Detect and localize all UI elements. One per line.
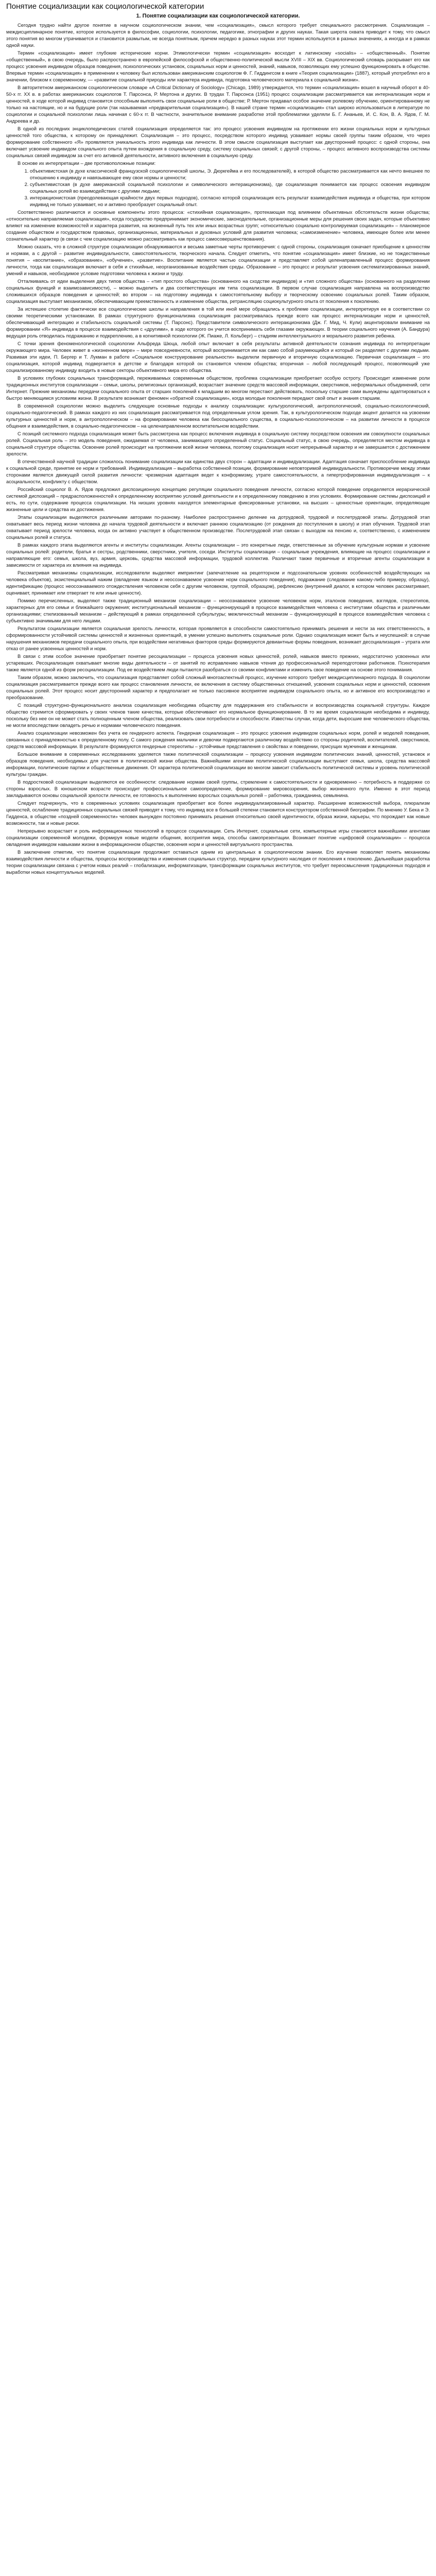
- paragraph: Можно сказать, что в сложной структуре социализации обнаруживаются и весьма заметные черты противоречия: с одной стороны, социализация означает приобщение к ценностям и нормам, а с другой – развитие индивидуальности, самостоятельности, творческого начала. Следует отметить, что понятие «социализация» имеет близкие, но не тождественные понятия – «воспитание», «образование», «обучение», «развитие». Воспитание является частью социализации и представляет собой целенаправленный процесс формирования личности, тогда как социализация включает в себя и стихийные, неорганизованные воздействия среды. Образование – это процесс и результат усвоения систематизированных знаний, умений и навыков, необходимое условие подготовки человека к жизни и труду.: [6, 244, 430, 276]
- paragraph: Помимо перечисленных, выделяют также традиционный механизм социализации – неосознаваемое усвоение человеком норм, эталонов поведения, взглядов, стереотипов, характерных для его семьи и ближайшего окружения; институциональный механизм – функционирующий в процессе взаимодействия человека с институтами общества и различными организациями; стилизованный механизм – действующий в рамках определенной субкультуры; межличностный механизм – функционирующий в процессе взаимодействия человека с субъективно значимыми для него лицами.: [6, 598, 430, 623]
- paragraph: В подростковой социализации выделяются ее особенности: следование нормам своей группы, стремление к самостоятельности и одновременно – потребность в поддержке со стороны взрослых. В юношеском возрасте происходит профессиональное самоопределение, формирование мировоззрения, выбор жизненного пути. Именно в этот период закладываются основы социальной зрелости личности, ее готовность к выполнению взрослых социальных ролей – работника, гражданина, семьянина.: [6, 779, 430, 798]
- paragraph: Этапы социализации выделяются различными авторами по-разному. Наиболее распространено деление на дотрудовой, трудовой и послетрудовой этапы. Дотрудовой этап охватывает весь период жизни человека до начала трудовой деятельности и включает раннюю социализацию (от рождения до поступления в школу) и этап обучения. Трудовой этап охватывает период зрелости человека, когда он активно участвует в общественном производстве. Послетрудовой этап связан с выходом на пенсию и, соответственно, с изменением социальных ролей и статуса.: [6, 514, 430, 540]
- paragraph: Термин «социализация» имеет глубокие исторические корни. Этимологически термин «социализация» восходит к латинскому «socialis» – «общественный». Понятие «общественный», в свою очередь, было распространено в европейской философской и общественно-политической мысли XVIII – XIX вв. Социологический словарь раскрывает его как процесс усвоения индивидом образцов поведения, психологических установок, социальных норм и ценностей, знаний, навыков, позволяющих ему успешно функционировать в обществе. Впервые термин «социализация» в применении к человеку был использован американским социологом Ф. Г. Гиддингсом в книге «Теория социализации» (1887), который употреблял его в значении, близком к современному, — «развитие социальной природы или характера индивида, подготовка человеческого материала к социальной жизни».: [6, 50, 430, 82]
- paragraph: За истекшее столетие фактически все социологические школы и направления в той или иной мере обращались к проблеме социализации, интерпретируя ее в соответствии со своими теоретическими установками. В рамках структурного функционализма социализация рассматривалась прежде всего как процесс интернализации норм и ценностей, обеспечивающий интеграцию и стабильность социальной системы (Т. Парсонс). Представители символического интеракционизма (Дж. Г. Мид, Ч. Кули) акцентировали внимание на формировании «Я» индивида в процессе взаимодействия с «другими», в ходе которого он учится воспринимать себя глазами окружающих. В теории социального научения (А. Бандура) ведущая роль отводилась подражанию и подкреплению, а в когнитивной психологии (Ж. Пиаже, Л. Кольберг) – стадиям интеллектуального и морального развития ребенка.: [6, 306, 430, 338]
- paragraph: В заключение отметим, что понятие социализации продолжает оставаться одним из центральных в социологическом знании. Его изучение позволяет понять механизмы взаимодействия личности и общества, процессы воспроизводства и изменения социальных структур, передачи культурного наследия от поколения к поколению. Дальнейшая разработка теории социализации связана с учетом новых реалий – глобализации, информатизации, трансформации социальных институтов, что требует переосмысления традиционных подходов и выработки новых концептуальных моделей.: [6, 849, 430, 875]
- list-item: 1. объективистская (в духе классической французской социологической школы, Э. Дюркгейма и его последователей), в которой общество рассматривается как нечто внешнее по отношению к индивиду и навязывающее ему свои нормы и ценности;: [30, 167, 430, 181]
- section-heading: 1. Понятие социализации как социологической категории.: [136, 13, 300, 19]
- document-body: [6, 22, 430, 875]
- paragraph: В основе их интерпретации – две противоположные позиции:: [18, 160, 156, 166]
- document-title: Понятие социализации как социологической категории: [6, 2, 204, 11]
- paragraph: В связи с этим особое значение приобретает понятие ресоциализации – процесса усвоения новых ценностей, ролей, навыков вместо прежних, недостаточно усвоенных или устаревших. Ресоциализация охватывает многие виды деятельности – от занятий по исправлению навыков чтения до профессиональной переподготовки работников. Психотерапия также является одной из форм ресоциализации. Под ее воздействием люди пытаются разобраться со своими конфликтами и изменить свое поведение на основе этого понимания.: [6, 653, 430, 672]
- paragraph: С точки зрения феноменологической социологии Альфреда Шюца, любой опыт включает в себя результаты активной деятельности сознания индивида по интерпретации окружающего мира. Человек живет в «жизненном мире» – мире повседневности, который воспринимается им как само собой разумеющийся и который он разделяет с другими людьми. Развивая эти идеи, П. Бергер и Т. Лукман в работе «Социальное конструирование реальности» выделили первичную и вторичную социализацию. Первичная социализация – это социализация, которой индивид подвергается в детстве и благодаря которой он становится членом общества; вторичная – любой последующий процесс, позволяющий уже социализированному индивиду входить в новые секторы объективного мира его общества.: [6, 341, 430, 373]
- list-item: 2. субъективистская (в духе американской социальной психологии и символического интеракционизма), где социализация понимается как процесс освоения индивидом социальных ролей во взаимодействии с другими людьми;: [30, 181, 430, 194]
- numbered-list: [6, 167, 430, 208]
- paragraph: Следует подчеркнуть, что в современных условиях социализация приобретает все более индивидуализированный характер. Расширение возможностей выбора, плюрализм ценностей, ослабление традиционных социальных связей приводят к тому, что индивид все в большей степени становится конструктором собственной биографии. По мнению У. Бека и Э. Гидденса, в обществе «поздней современности» человек вынужден постоянно принимать решения относительно своей идентичности, образа жизни, карьеры, что порождает как новые возможности, так и новые риски.: [6, 800, 430, 826]
- paragraph: Таким образом, можно заключить, что социализация представляет собой сложный многоаспектный процесс, изучение которого требует междисциплинарного подхода. В социологии социализация рассматривается прежде всего как процесс становления личности, ее включения в систему общественных отношений, усвоения социальных норм и ценностей, освоения социальных ролей. Этот процесс носит двусторонний характер и предполагает не только пассивное восприятие индивидом социального опыта, но и активное его воспроизводство и преобразование.: [6, 674, 430, 700]
- paragraph: Анализ социализации невозможен без учета ее гендерного аспекта. Гендерная социализация – это процесс усвоения индивидом социальных норм, ролей и моделей поведения, связанных с принадлежностью к определенному полу. С самого рождения мальчики и девочки подвергаются различному воздействию со стороны родителей, воспитателей, сверстников, средств массовой информации. В результате формируются гендерные стереотипы – устойчивые представления о свойствах и поведении, присущих мужчинам и женщинам.: [6, 730, 430, 749]
- paragraph: В авторитетном американском социологическом словаре «A Critical Dictionary of Sociology» (Chicago, 1989) утверждается, что термин «социализация» вошел в научный оборот в 40-50-х гг. ХХ в. в работах американских социологов Т. Парсонса, Р. Мертона и других. В трудах Т. Парсонса (1951) процесс социализации рассматривается как интернализация норм и ценностей, в ходе которой индивид становится способным выполнять свои социальные роли в обществе; Р. Мертон придавал особое значение ролевому обучению, ориентированному не только на настоящие, но и на будущие роли (так называемая «предварительная социализация»). В нашей стране термин «социализация» стал широко использоваться в литературе по социологии и социальной психологии лишь начиная с 60-х гг. В частности, значительное внимание разработке этой проблематики уделяли Б. Г. Ананьев, И. С. Кон, В. А. Ядов, Г. М. Андреева и др.: [6, 84, 430, 124]
- paragraph: В рамках каждого этапа выделяются агенты и институты социализации. Агенты социализации – это конкретные люди, ответственные за обучение культурным нормам и усвоение социальных ролей: родители, братья и сестры, родственники, сверстники, учителя, соседи. Институты социализации – социальные учреждения, влияющие на процесс социализации и направляющие его: семья, школа, вуз, армия, церковь, средства массовой информации, трудовой коллектив. Различают также первичные и вторичные агенты социализации в зависимости от характера их влияния на индивида.: [6, 542, 430, 568]
- list-item: 3. интеракционистская (преодолевающая крайности двух первых подходов), согласно которой социализация есть результат взаимодействия индивида и общества, при котором индивид не только усваивает, но и активно преобразует социальный опыт.: [30, 194, 430, 208]
- paragraph: Соответственно различаются и основные компоненты этого процесса: «стихийная социализация», протекающая под влиянием объективных обстоятельств жизни общества; «относительно направляемая социализация», когда государство предпринимает экономические, законодательные, организационные меры для решения своих задач, которые объективно влияют на изменение возможностей и характера развития, на жизненный путь тех или иных возрастных групп; «относительно социально контролируемая социализация» – планомерное создание обществом и государством правовых, организационных, материальных и духовных условий для развития человека; «самоизменение» человека, имеющее более или менее сознательный характер (в связи с чем социализацию можно рассматривать как процесс самосовершенствования).: [6, 209, 430, 242]
- paragraph: В одной из последних энциклопедических статей социализация определяется так: это процесс усвоения индивидом на протяжении его жизни социальных норм и культурных ценностей того общества, к которому он принадлежит. Социализация – это процесс, посредством которого индивид усваивает нормы своей группы таким образом, что через формирование собственного «Я» проявляется уникальность этого индивида как личности. В этом смысле социализация выступает как двусторонний процесс: с одной стороны, она включает усвоение индивидом социального опыта путем вхождения в социальную среду, систему социальных связей; с другой стороны, – процесс активного воспроизводства системы социальных связей индивидом за счет его активной деятельности, активного включения в социальную среду.: [6, 126, 430, 158]
- paragraph: В современной социологии можно выделить следующие основные подходы к анализу социализации: культурологический, антропологический, социально-психологический, социально-педагогический. В рамках каждого из них социализация рассматривается под определенным углом зрения. Так, в культурологическом подходе акцент делается на усвоении культурных ценностей и норм, в антропологическом – на формировании человека как биосоциального существа, в социально-психологическом – на развитии личности в процессе общения и взаимодействия, в социально-педагогическом – на целенаправленном воспитательном воздействии.: [6, 403, 430, 429]
- paragraph: С позиций структурно-функционального анализа социализация необходима обществу для поддержания его стабильности и воспроизводства социальной структуры. Каждое общество стремится сформировать у своих членов такие качества, которые обеспечивают его нормальное функционирование. В то же время социализация необходима и индивиду, поскольку без нее он не может стать полноценным членом общества, реализовать свои потребности и способности. Известны случаи, когда дети, выросшие вне человеческого общества, не могли впоследствии овладеть речью и нормами человеческого поведения.: [6, 702, 430, 728]
- paragraph: В отечественной научной традиции сложилось понимание социализации как единства двух сторон – адаптации и индивидуализации. Адаптация означает приспособление индивида к социальной среде, принятие ее норм и требований. Индивидуализация – выработка собственной позиции, формирование неповторимой индивидуальности. Противоречие между этими сторонами является движущей силой развития личности: чрезмерная адаптация ведет к конформизму, утрате самостоятельности, а гипертрофированная индивидуализация – к асоциальности, конфликту с обществом.: [6, 459, 430, 484]
- paragraph: Непрерывно возрастает и роль информационных технологий в процессе социализации. Сеть Интернет, социальные сети, компьютерные игры становятся важнейшими агентами социализации современной молодежи, формируя новые модели общения, восприятия мира, способы самопрезентации. Возникает понятие «цифровой социализации» – процесса овладения индивидом навыками жизни в информационном обществе, освоения норм и ценностей виртуального пространства.: [6, 828, 430, 847]
- paragraph: Рассматривая механизмы социализации, исследователи выделяют импринтинг (запечатление на рецепторном и подсознательном уровнях особенностей воздействующих на человека объектов), экзистенциальный нажим (овладение языком и неосознаваемое усвоение норм социального поведения), подражание (следование какому-либо примеру, образцу), идентификацию (процесс неосознаваемого отождествления человеком себя с другим человеком, группой, образцом), рефлексию (внутренний диалог, в котором человек рассматривает, оценивает, принимает или отвергает те или иные ценности).: [6, 570, 430, 596]
- document-page: [3, 0, 433, 882]
- paragraph: С позиций системного подхода социализация может быть рассмотрена как процесс включения индивида в социальную систему посредством освоения им совокупности социальных ролей. Социальная роль – это модель поведения, ожидаемая от человека, занимающего определенный статус. Социальный статус, в свою очередь, определяется местом индивида в социальной структуре общества. Освоение ролей происходит на протяжении всей жизни человека, поэтому социализация носит непрерывный характер и не завершается с достижением зрелости.: [6, 431, 430, 456]
- paragraph: Результатом социализации является социальная зрелость личности, которая проявляется в способности самостоятельно принимать решения и нести за них ответственность, в сформированности устойчивой системы ценностей и жизненных ориентаций, в умении успешно выполнять социальные роли. Однако социализация может быть и неуспешной: в случае нарушения механизмов передачи социального опыта, при воздействии негативных факторов среды формируются девиантные формы поведения, возникает десоциализация – утрата или отказ от ранее усвоенных ценностей и норм.: [6, 625, 430, 651]
- paragraph: В условиях глубоких социальных трансформаций, переживаемых современным обществом, проблема социализации приобретает особую остроту. Происходит изменение роли традиционных институтов социализации – семьи, школы, религиозных организаций, возрастает значение средств массовой информации, сверстников, неформальных объединений, сети Интернет. Прежние механизмы передачи социального опыта от старших поколений к младшим во многом перестают действовать, поскольку старшие сами вынуждены адаптироваться к быстро меняющимся условиям жизни. В результате возникает феномен «обратной социализации», когда молодые поколения передают свой опыт и знания старшим.: [6, 375, 430, 401]
- paragraph: Сегодня трудно найти другое понятие в научном социологическом знании, чем «социализация», смысл которого требует специального рассмотрения. Социализация – междисциплинарное понятие, которое используется в философии, социологии, психологии, педагогике, этнографии и других науках. Такая широта охвата приводит к тому, что смысл этого понятия во многом утрачивается и становится размытым, не всегда понятным, причем нередко в разных науках этот термин используется в разных значениях, а иногда и в рамках одной науки.: [6, 22, 430, 48]
- paragraph: Большое внимание в современных исследованиях уделяется также политической социализации – процессу усвоения индивидом политических знаний, ценностей, установок и образцов поведения, необходимых для участия в политической жизни общества. Важнейшими агентами политической социализации выступают семья, школа, средства массовой информации, политические партии и общественные движения. От характера политической социализации во многом зависит стабильность политической системы и уровень политической культуры граждан.: [6, 751, 430, 777]
- paragraph: Российский социолог В. А. Ядов предложил диспозиционную концепцию регуляции социального поведения личности, согласно которой поведение определяется иерархической системой диспозиций – предрасположенностей к определенному восприятию условий деятельности и к определенному поведению в этих условиях. Формирование системы диспозиций и есть, по сути, содержание процесса социализации. На низших уровнях находятся элементарные фиксированные установки, на высших – ценностные ориентации, определяющие жизненные цели и средства их достижения.: [6, 486, 430, 512]
- paragraph: Отталкиваясь от идеи выделения двух типов общества – «тип простого общества» (основанного на сходстве индивидов) и «тип сложного общества» (основанного на разделении социальных функций и взаимозависимости), – можно выделить и два соответствующих им типа социализации. В первом случае социализация направлена на воспроизводство сложившихся образцов поведения и ценностей; во втором – на подготовку индивида к самостоятельному выбору и творческому освоению социальных ролей. Таким образом, социализация выступает механизмом, обеспечивающим преемственность и изменение общества, ретрансляцию социокультурного опыта от поколения к поколению.: [6, 278, 430, 304]
